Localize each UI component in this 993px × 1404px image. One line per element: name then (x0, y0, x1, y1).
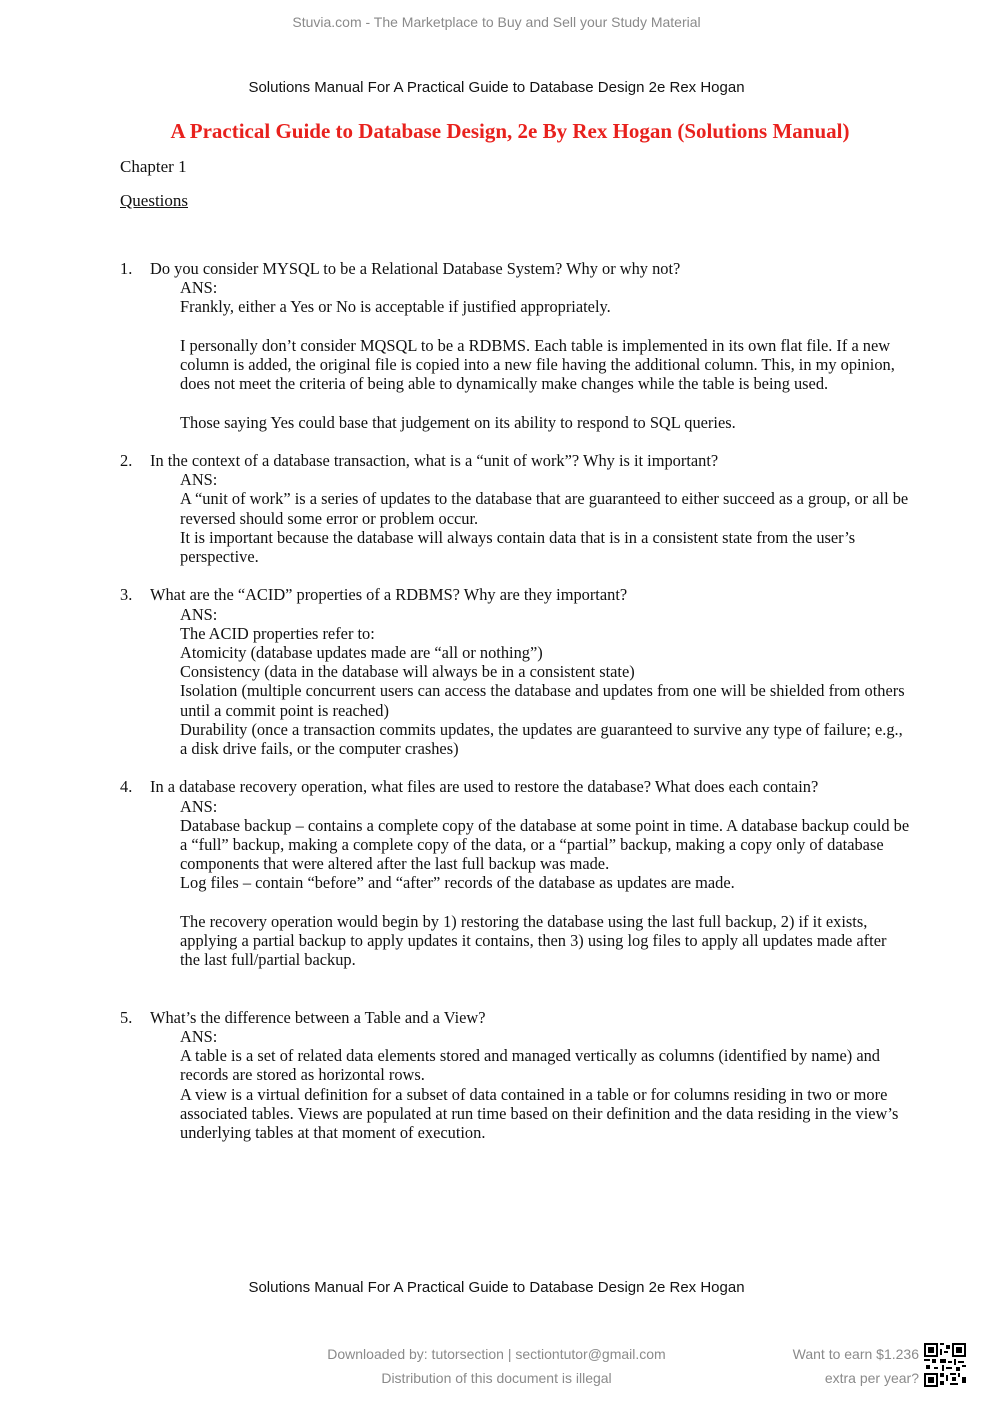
earn-promo-line1[interactable]: Want to earn $1.236 (792, 1346, 919, 1362)
answer-paragraph: Durability (once a transaction commits updates, the updates are guaranteed to survive any type of failure; e.g., a disk drive fails, or the computer crashes) (180, 719, 903, 759)
answer-block (150, 797, 910, 970)
answer-paragraph: I personally don’t consider MQSQL to be a RDBMS. Each table is implemented in its own flat file. If a new column is added, the original file is copied into a new file having the additional column. This, in my opinion, does not meet the criteria of being able to dynamically make changes while the table is being used. (180, 335, 895, 394)
question-number: 5. (120, 1007, 133, 1027)
answer-label: ANS: (180, 278, 218, 298)
answer-block (150, 470, 910, 566)
question-text: What are the “ACID” properties of a RDBMS? Why are they important? (150, 585, 628, 605)
answer-paragraph: Those saying Yes could base that judgement on its ability to respond to SQL queries. (180, 412, 736, 432)
answer-paragraph: The ACID properties refer to: (180, 623, 375, 643)
answer-paragraph: A “unit of work” is a series of updates to the database that are guaranteed to either succeed as a group, or all be reversed should some error or problem occur. (180, 489, 909, 528)
question-item (120, 777, 910, 969)
answer-label: ANS: (180, 470, 218, 490)
question-item (120, 1008, 910, 1142)
answer-paragraph: The recovery operation would begin by 1) restoring the database using the last full backup, 2) if it exists, applying a partial backup to apply updates it contains, then 3) using log files to apply all updates made after the last full/partial backup. (180, 911, 887, 970)
questions-heading: Questions (120, 191, 188, 210)
question-text: In a database recovery operation, what files are used to restore the database? What does each contain? (150, 777, 819, 797)
answer-block (150, 1027, 910, 1142)
question-text: Do you consider MYSQL to be a Relational Database System? Why or why not? (150, 259, 681, 278)
questions-list (120, 259, 910, 1142)
answer-paragraph: Database backup – contains a complete copy of the database at some point in time. A database backup could be a “full” backup, making a complete copy of the data, or a “partial” backup, making a copy only of database components that were altered after the last full backup was made. (180, 815, 910, 874)
stuvia-watermark[interactable]: Stuvia.com - The Marketplace to Buy and Sell your Study Material (292, 14, 701, 30)
answer-label: ANS: (180, 1027, 218, 1046)
question-text: What’s the difference between a Table and a View? (150, 1007, 486, 1027)
question-item (120, 585, 910, 758)
chapter-label: Chapter 1 (120, 157, 187, 176)
answer-label: ANS: (180, 796, 218, 816)
running-header: Solutions Manual For A Practical Guide to Database Design 2e Rex Hogan (248, 79, 745, 96)
answer-paragraph: Frankly, either a Yes or No is acceptable if justified appropriately. (180, 297, 611, 317)
question-number: 1. (120, 259, 133, 278)
question-text: In the context of a database transaction, what is a “unit of work”? Why is it important? (150, 450, 719, 470)
distribution-notice: Distribution of this document is illegal (381, 1370, 612, 1386)
question-item (120, 259, 910, 432)
downloaded-by-notice: Downloaded by: tutorsection | sectiontutor@gmail.com (327, 1346, 666, 1362)
running-footer: Solutions Manual For A Practical Guide to Database Design 2e Rex Hogan (248, 1279, 745, 1296)
answer-paragraph: Atomicity (database updates made are “all or nothing”) (180, 643, 543, 662)
qr-code-icon[interactable] (924, 1343, 966, 1387)
earn-promo-line2[interactable]: extra per year? (824, 1370, 919, 1386)
answer-paragraph: A view is a virtual definition for a subset of data contained in a table or for columns residing in two or more associated tables. Views are populated at run time based on their definition and the data residing in the view’s underlying tables at that moment of execution. (180, 1084, 899, 1143)
answer-paragraph: A table is a set of related data elements stored and managed vertically as columns (identified by name) and records are stored as horizontal rows. (180, 1046, 880, 1085)
answer-label: ANS: (180, 604, 218, 624)
question-item (120, 451, 910, 566)
question-number: 4. (120, 777, 133, 797)
answer-paragraph: It is important because the database will always contain data that is in a consistent state from the user’s perspective. (180, 527, 856, 566)
answer-block (150, 605, 910, 759)
answer-block (150, 278, 910, 432)
question-number: 2. (120, 450, 133, 470)
answer-paragraph: Consistency (data in the database will always be in a consistent state) (180, 662, 635, 682)
answer-paragraph: Log files – contain “before” and “after” records of the database as updates are made. (180, 873, 735, 893)
document-title: A Practical Guide to Database Design, 2e By Rex Hogan (Solutions Manual) (170, 119, 850, 143)
question-number: 3. (120, 585, 133, 605)
answer-paragraph: Isolation (multiple concurrent users can access the database and updates from one will be shielded from others until a commit point is reached) (180, 681, 905, 720)
